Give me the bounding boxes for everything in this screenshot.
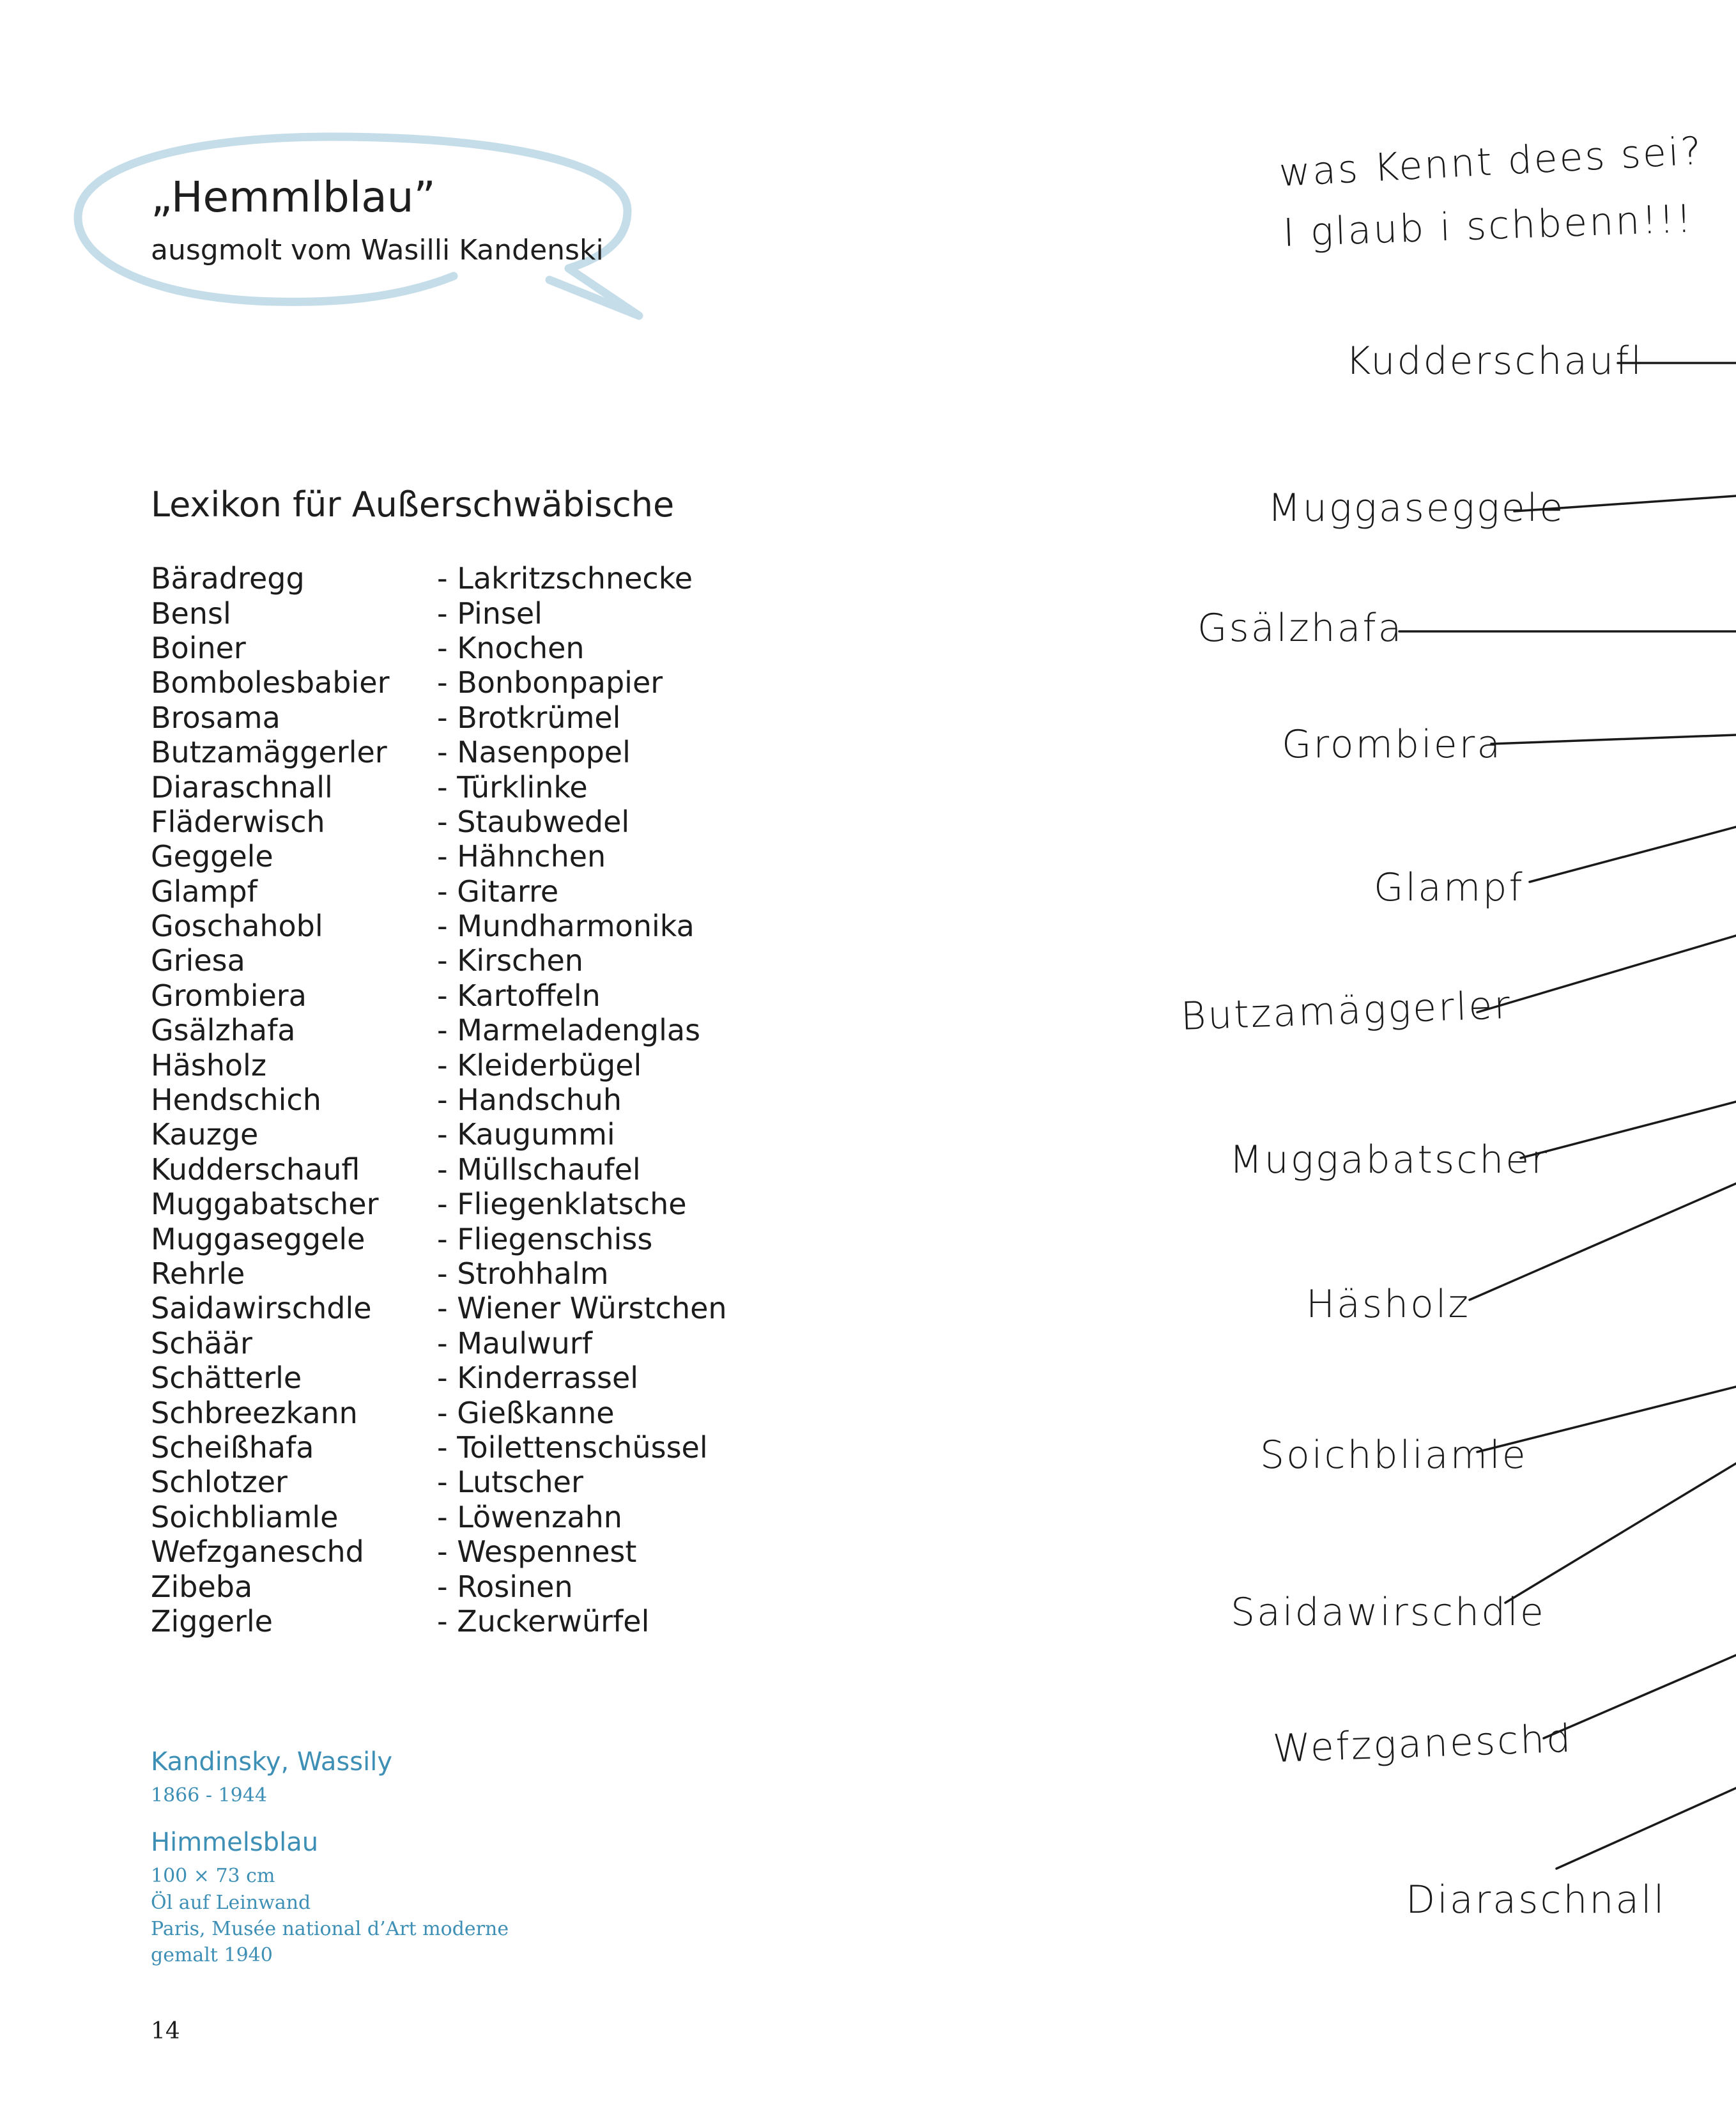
lexicon-entry	[151, 1361, 727, 1395]
lexicon-entry	[151, 1395, 727, 1430]
speech-bubble	[64, 128, 664, 332]
label-kudderschaufl: Kudderschaufl	[1346, 339, 1644, 383]
lexicon-meaning: - Zuckerwürfel	[437, 1603, 650, 1639]
label-diaraschnall: Diaraschnall	[1406, 1878, 1666, 1922]
lexicon-meaning: - Gießkanne	[437, 1395, 615, 1430]
lexicon-meaning: - Müllschaufel	[437, 1152, 641, 1187]
lexicon-meaning: - Türklinke	[437, 769, 588, 805]
lexicon-term: Diaraschnall	[151, 769, 333, 805]
lexicon-meaning: - Kinderrassel	[437, 1361, 639, 1396]
lexicon-entry	[151, 1187, 727, 1221]
label-soichbliamle: Soichbliamle	[1260, 1433, 1528, 1477]
lexicon-term: Hendschich	[151, 1083, 321, 1118]
lexicon-meaning: - Lakritzschnecke	[437, 561, 693, 596]
lexicon-term: Schätterle	[151, 1361, 302, 1396]
lexicon-term: Muggaseggele	[151, 1221, 365, 1256]
lexicon-term: Butzamäggerler	[151, 735, 387, 770]
lexicon-entry	[151, 1465, 727, 1499]
lexicon-meaning: - Marmeladenglas	[437, 1013, 701, 1048]
lexicon-term: Fläderwisch	[151, 804, 325, 839]
lexicon-entry	[151, 1047, 727, 1082]
lexicon-meaning: - Löwenzahn	[437, 1499, 622, 1534]
label-glampf: Glampf	[1374, 865, 1525, 910]
lexicon-entry	[151, 805, 727, 839]
lexicon-meaning: - Staubwedel	[437, 804, 630, 839]
lexicon-meaning: - Maulwurf	[437, 1325, 592, 1361]
lexicon-meaning: - Mundharmonika	[437, 909, 695, 944]
lexicon-term: Schbreezkann	[151, 1395, 358, 1430]
lexicon-meaning: - Toilettenschüssel	[437, 1430, 708, 1465]
lexicon-meaning: - Brotkrümel	[437, 700, 621, 735]
lexicon-entry	[151, 1500, 727, 1534]
lexicon-term: Geggele	[151, 839, 273, 874]
label-butzamaeggerler: Butzamäggerler	[1179, 982, 1513, 1039]
lexicon-term: Saidawirschdle	[151, 1291, 372, 1326]
lexicon-term: Rehrle	[151, 1256, 245, 1291]
lexicon-term: Wefzganeschd	[151, 1534, 364, 1570]
lexicon-entry	[151, 1534, 727, 1569]
lexicon-entry	[151, 1604, 727, 1639]
lexicon-term: Grombiera	[151, 978, 307, 1013]
label-saidawirschdle: Saidawirschdle	[1231, 1590, 1546, 1635]
lexicon-meaning: - Gitarre	[437, 874, 559, 909]
lexicon-meaning: - Rosinen	[437, 1569, 573, 1604]
lexicon-meaning: - Kartoffeln	[437, 978, 601, 1013]
lexicon-term: Brosama	[151, 700, 280, 735]
lexicon-entry	[151, 631, 727, 665]
lexicon-term: Boiner	[151, 630, 246, 665]
lexicon-term: Glampf	[151, 874, 257, 909]
bubble-subtitle: ausgmolt vom Wasilli Kandenski	[151, 234, 604, 266]
lexicon-entry	[151, 735, 727, 769]
pointer-line-saidawirschdle	[1505, 1463, 1736, 1603]
handwritten-note-line-1: was Kennt dees sei?	[1278, 128, 1704, 196]
lexicon-meaning: - Kirschen	[437, 943, 583, 978]
pointer-line-haesholz	[1470, 1184, 1736, 1300]
lexicon-meaning: - Pinsel	[437, 596, 542, 631]
label-haesholz: Häsholz	[1306, 1282, 1471, 1327]
lexicon-entry	[151, 978, 727, 1013]
lexicon-entry	[151, 1083, 727, 1117]
lexicon-term: Scheißhafa	[151, 1430, 314, 1465]
lexicon-entry	[151, 839, 727, 874]
lexicon-entry	[151, 700, 727, 735]
pointer-line-diaraschnall	[1556, 1788, 1736, 1869]
lexicon-entry	[151, 1291, 727, 1325]
speech-bubble-outline	[78, 137, 639, 316]
lexicon-term: Kudderschaufl	[151, 1152, 360, 1187]
artwork-size: 100 × 73 cm	[151, 1865, 275, 1887]
lexicon-term: Bensl	[151, 596, 231, 631]
lexicon-entry	[151, 1430, 727, 1465]
lexicon-entry	[151, 943, 727, 978]
lexicon-entry	[151, 1256, 727, 1291]
artwork-location: Paris, Musée national d’Art moderne	[151, 1918, 509, 1940]
lexicon-term: Bombolesbabier	[151, 665, 390, 700]
lexicon-term: Kauzge	[151, 1117, 259, 1152]
bubble-title: „Hemmlblau”	[151, 173, 436, 222]
lexicon-term: Muggabatscher	[151, 1187, 379, 1222]
artwork-medium: Öl auf Leinwand	[151, 1892, 311, 1914]
lexicon-meaning: - Wespennest	[437, 1534, 637, 1570]
lexicon-meaning: - Hähnchen	[437, 839, 606, 874]
pointer-line-grombiera	[1491, 735, 1736, 744]
label-gsaelzhafa: Gsälzhafa	[1197, 606, 1404, 651]
lexicon-entry	[151, 561, 727, 596]
lexicon-meaning: - Knochen	[437, 630, 585, 665]
label-grombiera: Grombiera	[1282, 722, 1503, 767]
lexicon-list	[151, 561, 727, 1639]
lexicon-entry	[151, 1013, 727, 1047]
lexicon-meaning: - Kaugummi	[437, 1117, 615, 1152]
lexicon-term: Soichbliamle	[151, 1499, 339, 1534]
lexicon-term: Gsälzhafa	[151, 1013, 296, 1048]
page-number: 14	[151, 2018, 180, 2044]
artist-lifespan: 1866 - 1944	[151, 1784, 267, 1807]
pointer-line-butzamaeggerler	[1477, 936, 1736, 1012]
lexicon-meaning: - Handschuh	[437, 1083, 622, 1118]
lexicon-title: Lexikon für Außerschwäbische	[151, 484, 675, 525]
lexicon-term: Griesa	[151, 943, 245, 978]
lexicon-entry	[151, 909, 727, 943]
lexicon-entry	[151, 1221, 727, 1256]
label-wefzganeschd: Wefzganeschd	[1271, 1716, 1574, 1771]
lexicon-term: Ziggerle	[151, 1603, 273, 1639]
lexicon-entry	[151, 1152, 727, 1187]
label-muggaseggele: Muggaseggele	[1268, 486, 1565, 530]
lexicon-meaning: - Bonbonpapier	[437, 665, 663, 700]
lexicon-entry	[151, 1569, 727, 1603]
lexicon-meaning: - Lutscher	[437, 1465, 583, 1500]
lexicon-meaning: - Strohhalm	[437, 1256, 609, 1291]
lexicon-meaning: - Fliegenklatsche	[437, 1187, 687, 1222]
lexicon-entry	[151, 665, 727, 700]
handwritten-note-line-2: I glaub i schbenn!!!	[1282, 196, 1694, 256]
lexicon-entry	[151, 1326, 727, 1361]
artwork-date: gemalt 1940	[151, 1944, 273, 1966]
lexicon-entry	[151, 1117, 727, 1152]
label-muggabatscher: Muggabatscher	[1229, 1138, 1549, 1182]
lexicon-term: Goschahobl	[151, 909, 323, 944]
pointer-line-wefzganeschd	[1544, 1655, 1736, 1738]
lexicon-entry	[151, 874, 727, 909]
lexicon-entry	[151, 596, 727, 630]
pointer-line-muggabatscher	[1521, 1102, 1736, 1158]
lexicon-term: Bäradregg	[151, 561, 305, 596]
lexicon-meaning: - Kleiderbügel	[437, 1047, 642, 1083]
pointer-line-glampf	[1530, 827, 1736, 882]
lexicon-term: Zibeba	[151, 1569, 253, 1604]
lexicon-meaning: - Nasenpopel	[437, 735, 631, 770]
lexicon-meaning: - Wiener Würstchen	[437, 1291, 727, 1326]
lexicon-term: Häsholz	[151, 1047, 266, 1083]
artist-name: Kandinsky, Wassily	[151, 1747, 393, 1777]
lexicon-entry	[151, 769, 727, 804]
artwork-title: Himmelsblau	[151, 1828, 319, 1857]
lexicon-term: Schäär	[151, 1325, 252, 1361]
lexicon-meaning: - Fliegenschiss	[437, 1221, 653, 1256]
lexicon-term: Schlotzer	[151, 1465, 288, 1500]
